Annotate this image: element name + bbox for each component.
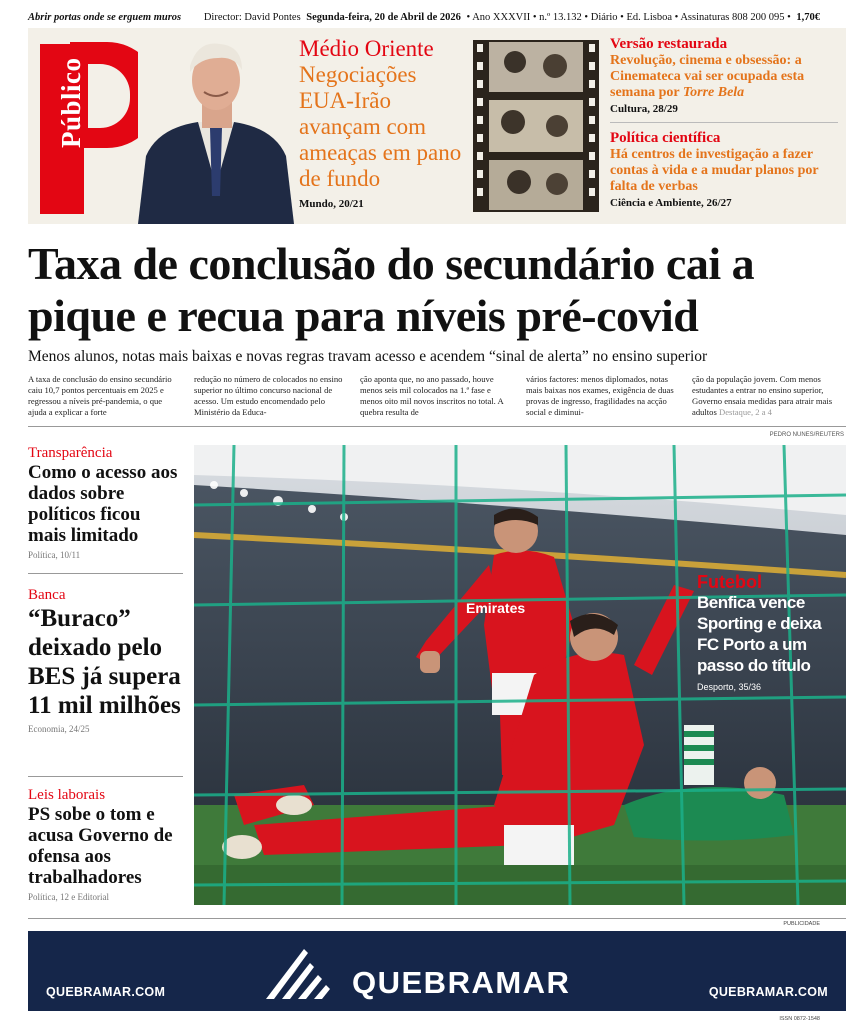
quebramar-advert[interactable] bbox=[28, 931, 846, 1011]
side-headline: Há centros de investigação a fazer contas à vida e a mudar planos por falta de verbas bbox=[610, 147, 819, 194]
quebramar-logo-icon bbox=[264, 945, 340, 1001]
side-section: Cultura, 28/29 bbox=[610, 103, 678, 115]
body-column: A taxa de conclusão do ensino secundário caiu 10,7 pontos percentuais em 2025 e regressou a níveis pré-pandemia, o que ajuda a explicar a forte bbox=[28, 374, 172, 417]
issn: ISSN 0872-1548 bbox=[779, 1016, 820, 1022]
top-bar bbox=[28, 8, 820, 26]
side-kicker: Política científica bbox=[610, 130, 721, 146]
body-text: ção da população jovem. Com menos estudantes a entrar no ensino superior, Governo ensaia medidas para atrair mais adultos bbox=[692, 374, 833, 417]
divider bbox=[28, 426, 846, 427]
left-kicker: Banca bbox=[28, 587, 66, 603]
advert-url[interactable]: QUEBRAMAR.COM bbox=[46, 985, 166, 999]
lead-section: Mundo, 20/21 bbox=[299, 198, 364, 210]
divider bbox=[28, 573, 183, 574]
football-section: Desporto, 35/36 bbox=[697, 682, 762, 692]
main-headline[interactable]: Taxa de conclusão do secundário cai a pique e recua para níveis pré-covid bbox=[28, 238, 755, 341]
issue-date: Segunda-feira, 20 de Abril de 2026 bbox=[306, 11, 461, 23]
left-story-labour[interactable] bbox=[28, 786, 183, 902]
photo-credit: PEDRO NUNES/REUTERS bbox=[769, 432, 844, 438]
film-strip-photo[interactable] bbox=[473, 40, 599, 212]
side-story-science[interactable] bbox=[610, 130, 838, 209]
lead-story-photo[interactable] bbox=[138, 36, 294, 224]
advert-url[interactable]: QUEBRAMAR.COM bbox=[708, 985, 828, 999]
side-section: Ciência e Ambiente, 26/27 bbox=[610, 197, 732, 209]
edition-meta bbox=[201, 12, 820, 23]
divider bbox=[28, 776, 183, 777]
price: 1,70€ bbox=[796, 11, 820, 23]
divider bbox=[610, 122, 838, 123]
director: Director: David Pontes bbox=[203, 11, 301, 23]
side-kicker: Versão restaurada bbox=[610, 36, 728, 52]
left-headline: Como o acesso aos dados sobre políticos ficou mais limitado bbox=[28, 462, 178, 546]
logo-wordmark: Público bbox=[56, 57, 86, 148]
left-story-transparency[interactable] bbox=[28, 444, 183, 560]
left-headline: “Buraco” deixado pelo BES já supera 11 mil milhões bbox=[28, 605, 181, 719]
advert-brand: QUEBRAMAR bbox=[352, 965, 571, 1000]
lead-kicker: Médio Oriente bbox=[299, 36, 434, 61]
football-headline: Benfica vence Sporting e deixa FC Porto a um passo do título bbox=[697, 593, 822, 675]
left-headline: PS sobe o tom e acusa Governo de ofensa aos trabalhadores bbox=[28, 804, 173, 888]
issue-details: • Ano XXXVII • n.º 13.132 • Diário • Ed. Lisboa • Assinaturas 808 200 095 • bbox=[466, 11, 791, 23]
side-headline-text: Revolução, cinema e obsessão: a Cinemateca vai ser ocupada esta semana por bbox=[610, 53, 805, 100]
lead-headline: Negociações EUA-Irão avançam com ameaças em pano de fundo bbox=[299, 62, 462, 191]
side-stories bbox=[610, 36, 838, 209]
body-column: ção aponta que, no ano passado, houve menos seis mil colocados na 1.ª fase e menos oito mil novos inscritos no total. A quebra resulta de bbox=[360, 374, 504, 417]
motto: Abrir portas onde se erguem muros bbox=[28, 11, 182, 23]
main-body-columns bbox=[28, 374, 848, 418]
left-section: Política, 10/11 bbox=[28, 550, 81, 560]
page-reference[interactable]: Destaque, 2 a 4 bbox=[718, 407, 772, 417]
left-kicker: Leis laborais bbox=[28, 787, 106, 803]
left-section: Política, 12 e Editorial bbox=[28, 892, 109, 902]
divider bbox=[28, 918, 846, 919]
left-section: Economia, 24/25 bbox=[28, 724, 90, 734]
film-title: Torre Bela bbox=[682, 85, 745, 100]
side-story-cinema[interactable] bbox=[610, 36, 838, 115]
lead-story[interactable] bbox=[299, 36, 467, 210]
advert-label: PUBLICIDADE bbox=[783, 921, 820, 927]
left-story-bank[interactable] bbox=[28, 586, 183, 734]
shirt-sponsor: Emirates bbox=[466, 600, 526, 616]
body-column: redução no número de colocados no ensino superior no último concurso nacional de acesso. Um estudo encomendado pelo Ministério da Educa- bbox=[194, 374, 343, 417]
main-subhead: Menos alunos, notas mais baixas e novas regras travam acesso e acendem “sinal de alerta” no ensino superior bbox=[28, 348, 708, 365]
body-column: vários factores: menos diplomados, notas mais baixas nos exames, exigência de duas provas de ingresso, fragilidades na acção social e diminui- bbox=[526, 374, 674, 417]
side-headline bbox=[610, 53, 838, 101]
football-story[interactable] bbox=[697, 572, 842, 692]
left-kicker: Transparência bbox=[28, 445, 113, 461]
body-column-last bbox=[692, 374, 846, 418]
football-kicker: Futebol bbox=[697, 572, 762, 592]
